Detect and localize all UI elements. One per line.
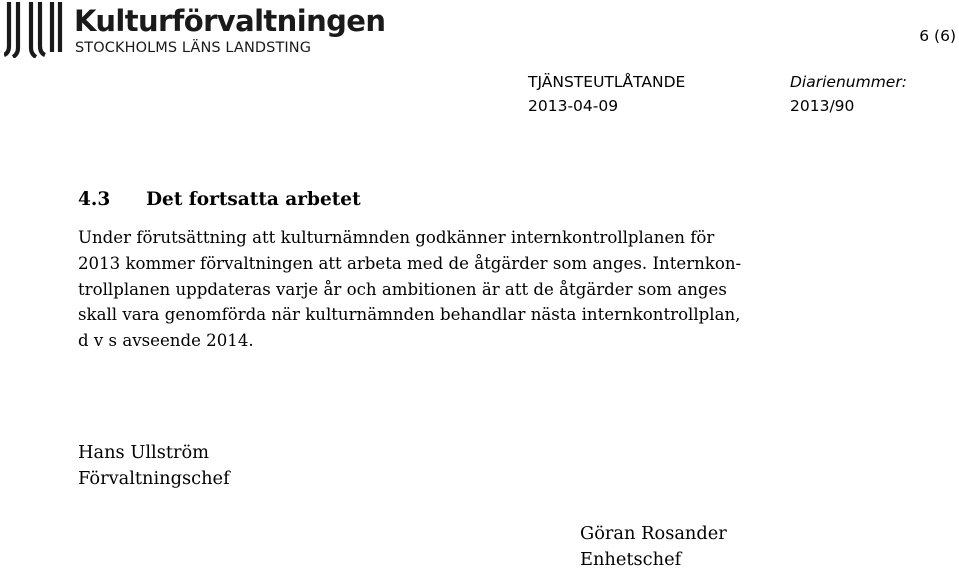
signatory-name: Göran Rosander — [580, 523, 727, 544]
paragraph-line: 2013 kommer förvaltningen att arbeta med de åtgärder som anges. Internkon- — [78, 253, 742, 273]
logo-organization-name: Kulturförvaltningen — [74, 4, 386, 38]
organization-logo — [4, 2, 386, 60]
paragraph-line: trollplanen uppdateras varje år och ambitionen är att de åtgärder som anges — [78, 279, 727, 299]
signatory-title: Förvaltningschef — [78, 468, 230, 489]
section-heading — [78, 189, 361, 211]
document-type: TJÄNSTEUTLÅTANDE — [528, 73, 686, 91]
section-paragraph — [78, 225, 778, 354]
landsting-logo-icon — [4, 2, 70, 58]
paragraph-line: Under förutsättning att kulturnämnden godkänner internkontrollplanen för — [78, 228, 715, 247]
signature-block-unit-head — [580, 521, 727, 573]
page-number: 6 (6) — [919, 27, 956, 45]
diarienummer-label: Diarienummer: — [790, 73, 907, 91]
signatory-title: Enhetschef — [580, 549, 682, 570]
diarienummer-value: 2013/90 — [790, 97, 855, 115]
signatory-name: Hans Ullström — [78, 442, 210, 463]
section-number: 4.3 — [78, 189, 111, 210]
paragraph-line: skall vara genomförda när kulturnämnden behandlar nästa internkontrollplan, — [78, 305, 741, 325]
section-title: Det fortsatta arbetet — [146, 189, 361, 210]
signature-block-chief — [78, 440, 230, 492]
document-date: 2013-04-09 — [528, 97, 619, 115]
paragraph-line: d v s avseende 2014. — [78, 331, 254, 351]
logo-subtitle: STOCKHOLMS LÄNS LANDSTING — [75, 40, 312, 56]
